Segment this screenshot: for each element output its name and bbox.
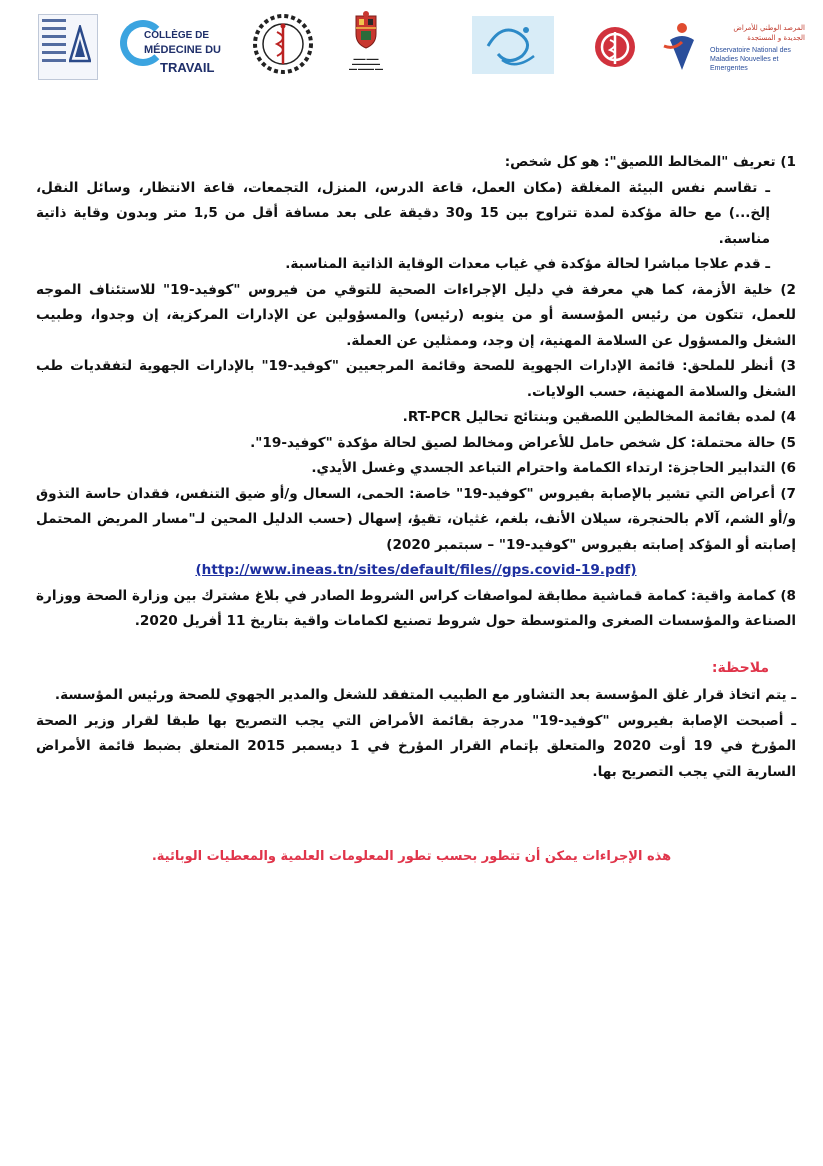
triangle-emblem-icon <box>69 25 91 65</box>
list-item <box>36 584 796 635</box>
onmne-french-name: Observatoire National des Maladies Nouvelles et Emergentes <box>710 47 791 72</box>
red-medical-emblem <box>593 22 637 72</box>
item-number: 4) <box>780 409 796 425</box>
list-item <box>36 431 796 457</box>
guide-link-line <box>36 558 796 584</box>
logo-strip <box>0 4 823 80</box>
college-medecine-travail-logo <box>120 16 235 78</box>
note-item: ـ يتم اتخاذ قرار غلق المؤسسة بعد التشاور مع الطبيب المتفقد للشغل والمدير الجهوي للصحة ورئيس المؤسسة. <box>54 687 796 703</box>
onmne-logo <box>658 20 808 82</box>
logo-college-line3: TRAVAIL <box>160 60 215 75</box>
institute-logo <box>38 14 98 80</box>
list-item <box>36 482 796 559</box>
onmne-arabic-name: المرصد الوطني للأمراض الجديدة و المستجدة <box>733 24 805 42</box>
item-number: 5) <box>780 434 796 451</box>
red-caduceus-icon <box>593 22 637 72</box>
item-text: خلية الأزمة، كما هي معرفة في دليل الإجراءات الصحية للتوقي من فيروس "كوفيد-19" للاستئناف الموجه للعمل، تتكون من رئيس المؤسسة أو من ينوبه (رئيس) والمسؤولين عن الإدارات المركزية، إن وجدوا، وطبيب الشغل والمسؤول عن السلامة المهنية، إن وجد، وممثلين عن العملة. <box>36 281 796 349</box>
item-text: التدابير الحاجزة: ارتداء الكمامة واحترام التباعد الجسدي وغسل الأيدي. <box>311 460 776 476</box>
item-text: تعريف "المخالط اللصيق": هو كل شخص: <box>504 154 776 170</box>
ineas-emblem-icon <box>472 16 554 74</box>
list-item <box>36 354 796 405</box>
item-number: 8) <box>780 587 797 604</box>
item-number: 7) <box>780 485 796 502</box>
logo-college-line1: COLLÈGE DE <box>144 30 210 41</box>
item-number: 6) <box>780 460 796 476</box>
list-item <box>36 456 796 482</box>
tunisian-republic-logo <box>336 10 396 80</box>
republic-coat-of-arms-icon <box>351 10 381 50</box>
onmne-figure-icon <box>658 20 704 76</box>
ministry-caption: ▬▬▬ ▬▬▬ ▬▬▬▬▬▬▬ ▬▬ ▬▬▬▬ ▬▬ <box>349 56 383 71</box>
note-item: ـ أصبحت الإصابة بفيروس "كوفيد-19" مدرجة بقائمة الأمراض التي يجب التصريح بها طبقا لقرار وزير الصحة المؤرخ في 19 أوت 2020 والمتعلق بإتمام القرار المؤرخ في 1 ديسمبر 2015 المتعلق بضبط قائمة الأمراض السارية التي يجب التصريح بها. <box>36 712 796 780</box>
note-title: ملاحظة: <box>711 660 769 676</box>
item-number: 2) <box>780 281 796 298</box>
item-text: لمده بقائمة المخالطين اللصقين وبنتائج تحاليل RT-PCR. <box>402 409 776 425</box>
footer-disclaimer: هذه الإجراءات يمكن أن تتطور بحسب تطور المعلومات العلمية والمعطيات الوبائية. <box>151 849 672 864</box>
notes-section <box>36 683 796 785</box>
list-item <box>36 405 796 431</box>
logo-college-line2: MÉDECINE DU <box>144 44 222 56</box>
list-item <box>36 278 796 355</box>
medical-faculty-logo <box>253 12 313 78</box>
guide-pdf-link[interactable]: (http://www.ineas.tn/sites/default/files//gps.covid-19.pdf) <box>195 562 637 578</box>
item-text: أعراض التي تشير بالإصابة بفيروس "كوفيد-19" خاصة: الحمى، السعال و/أو ضيق التنفس، فقدان حاسة التذوق و/أو الشم، آلام بالحنجرة، سيلان الأنف، بلغم، غثيان، تقيؤ، إسهال (حسب الدليل المحين لـ"مسار المريض المحتمل إصابته أو المؤكد إصابته بفيروس "كوفيد-19" – سبتمبر 2020) <box>36 485 796 553</box>
caduceus-emblem-icon <box>253 12 313 78</box>
item-number: 1) <box>780 154 796 170</box>
item-number: 3) <box>780 358 797 374</box>
list-item <box>36 150 796 176</box>
item-text: أنظر للملحق: قائمة الإدارات الجهوية للصحة وقائمة المرجعيين "كوفيد-19" بالإدارات الجهوية لتفقديات طب الشغل والسلامة المهنية، حسب الولايات. <box>36 358 796 400</box>
item-text: كمامة واقية: كمامة قماشية مطابقة لمواصفات كراس الشروط الصادر في بلاغ مشترك بين وزارة الصحة ووزارة الصناعة والمؤسسات الصغرى والمتوسطة حول شروط تصنيع لكمامات واقية بتاريخ 11 أفريل 2020. <box>36 587 796 629</box>
list-subitem: ـ تقاسم نفس البيئة المغلقة (مكان العمل، قاعة الدرس، المنزل، التجمعات، قاعة الانتظار، وسائل النقل، إلخ...) مع حالة مؤكدة لمدة تتراوح بين 15 و30 دقيقة على بعد مسافة أقل من 1,5 متر وبدون وقاية ذاتية مناسبة. <box>36 179 770 247</box>
definitions-list <box>36 150 796 635</box>
item-text: حالة محتملة: كل شخص حامل للأعراض ومخالط لصيق لحالة مؤكدة "كوفيد-19". <box>250 434 776 451</box>
ineas-logo <box>472 16 554 74</box>
list-subitem: ـ قدم علاجا مباشرا لحالة مؤكدة في غياب معدات الوقاية الذاتية المناسبة. <box>285 256 770 272</box>
